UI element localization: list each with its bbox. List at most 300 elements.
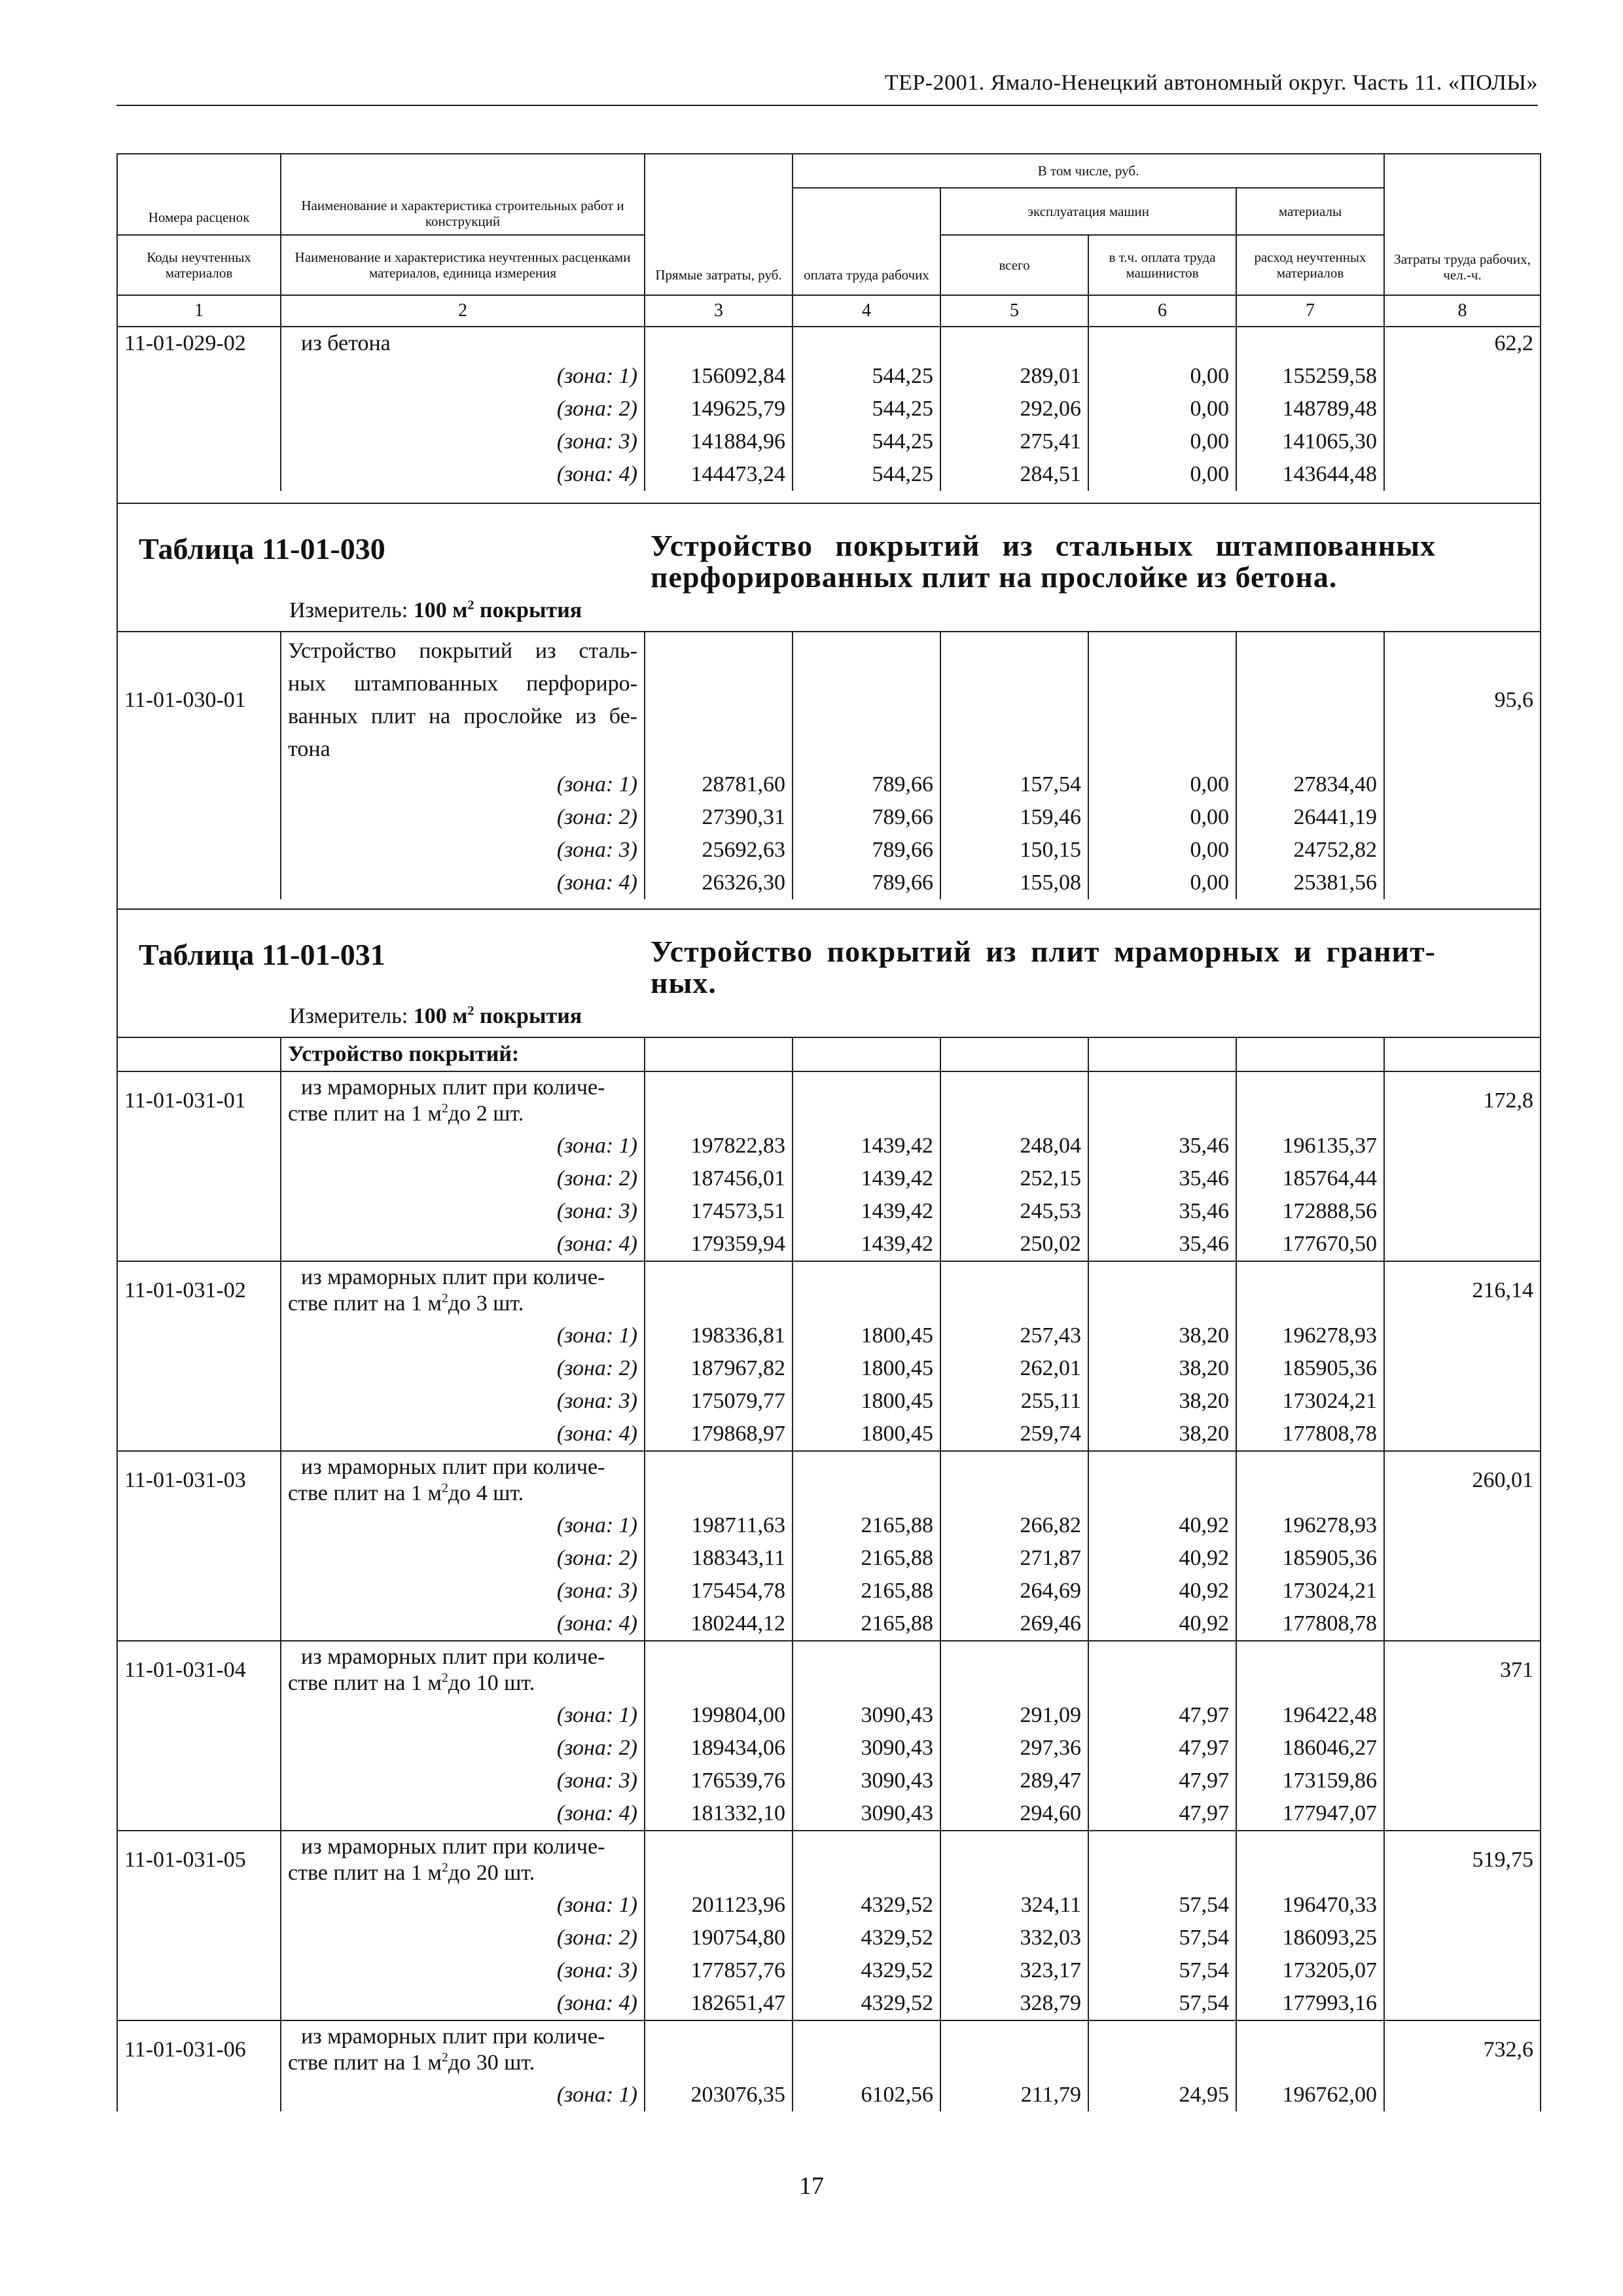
direct-cost: 27390,31: [645, 801, 793, 834]
table-number: Таблица 11-01-030: [139, 532, 385, 565]
empty-cell: [117, 393, 281, 425]
empty-cell: [1236, 632, 1384, 768]
worker-wage: 789,66: [793, 834, 940, 867]
column-number: 3: [645, 295, 793, 327]
zone-row: [117, 425, 1541, 458]
empty-cell: [645, 327, 793, 360]
zone-label: (зона: 2): [281, 1542, 645, 1575]
empty-cell: [1088, 1037, 1236, 1071]
machines-total: 248,04: [940, 1130, 1088, 1162]
empty-cell: [1384, 801, 1541, 834]
item-name-line: из мраморных плит при количе-: [301, 1645, 605, 1669]
table-number: Таблица 11-01-031: [139, 938, 385, 971]
empty-cell: [1384, 1418, 1541, 1451]
direct-cost: 187967,82: [645, 1352, 793, 1385]
meter-number: 100 м: [413, 598, 468, 622]
subheading: Устройство покрытий:: [281, 1037, 645, 1071]
worker-wage: 544,25: [793, 360, 940, 393]
machines-total: 264,69: [940, 1575, 1088, 1607]
empty-cell: [1384, 425, 1541, 458]
superscript: 2: [441, 1670, 448, 1685]
empty-cell: [645, 1451, 793, 1509]
item-name-line: из мраморных плит при количе-: [301, 1835, 605, 1859]
item-name-line: тона: [288, 737, 330, 761]
measurement-unit: [289, 594, 582, 627]
materials: 186046,27: [1236, 1732, 1384, 1765]
direct-cost: 199804,00: [645, 1699, 793, 1732]
worker-wage: 544,25: [793, 458, 940, 491]
item-name-line: из мраморных плит при количе-: [301, 1075, 605, 1100]
machinists-wage: 47,97: [1088, 1797, 1236, 1831]
empty-cell: [117, 2079, 281, 2111]
meter-value: [414, 1004, 582, 1028]
machinists-wage: 0,00: [1088, 867, 1236, 899]
empty-cell: [1384, 1162, 1541, 1195]
zone-label: (зона: 3): [281, 1385, 645, 1418]
zone-label: (зона: 1): [281, 768, 645, 801]
worker-wage: 1800,45: [793, 1418, 940, 1451]
hdr-col4: оплата труда рабочих: [793, 188, 940, 295]
empty-cell: [1384, 2079, 1541, 2111]
materials: 177808,78: [1236, 1607, 1384, 1641]
item-name-line: из мраморных плит при количе-: [301, 2024, 605, 2049]
meter-number: 100 м: [413, 1004, 468, 1028]
item-name-part: до 10 шт.: [448, 1671, 535, 1695]
zone-label: (зона: 1): [281, 1319, 645, 1352]
zone-row: [117, 1575, 1541, 1607]
empty-cell: [1236, 1261, 1384, 1319]
empty-cell: [117, 1228, 281, 1261]
item-row: [117, 327, 1541, 360]
empty-cell: [117, 1797, 281, 1831]
worker-wage: 1800,45: [793, 1385, 940, 1418]
machines-total: 252,15: [940, 1162, 1088, 1195]
empty-cell: [1088, 1071, 1236, 1130]
zone-label: (зона: 4): [281, 1228, 645, 1261]
materials: 185764,44: [1236, 1162, 1384, 1195]
machines-total: 289,01: [940, 360, 1088, 393]
zone-label: (зона: 3): [281, 834, 645, 867]
empty-cell: [645, 1071, 793, 1130]
empty-cell: [1384, 1509, 1541, 1542]
column-number-row: [117, 295, 1541, 327]
materials: 173024,21: [1236, 1385, 1384, 1418]
empty-cell: [1384, 1732, 1541, 1765]
meter-prefix: Измеритель:: [289, 1004, 414, 1028]
empty-cell: [117, 1987, 281, 2020]
empty-cell: [117, 834, 281, 867]
column-number: 5: [940, 295, 1088, 327]
zone-row: [117, 360, 1541, 393]
item-name-part: стве плит на 1 м: [288, 1291, 442, 1316]
labor-cost: 62,2: [1384, 327, 1541, 360]
materials: 196135,37: [1236, 1130, 1384, 1162]
empty-cell: [1088, 1451, 1236, 1509]
hdr-group-materials: материалы: [1236, 188, 1384, 235]
direct-cost: 175454,78: [645, 1575, 793, 1607]
direct-cost: 179359,94: [645, 1228, 793, 1261]
direct-cost: 179868,97: [645, 1418, 793, 1451]
item-name-line: из мраморных плит при количе-: [301, 1265, 605, 1289]
zone-label: (зона: 4): [281, 1987, 645, 2020]
empty-cell: [940, 1641, 1088, 1699]
worker-wage: 2165,88: [793, 1575, 940, 1607]
item-name-line: [288, 1860, 637, 1886]
hdr-group-total: В том числе, руб.: [793, 154, 1384, 188]
machinists-wage: 40,92: [1088, 1542, 1236, 1575]
hdr-col5: всего: [940, 235, 1088, 295]
empty-cell: [1384, 1607, 1541, 1641]
empty-cell: [1384, 1954, 1541, 1987]
empty-cell: [117, 1607, 281, 1641]
rate-code: 11-01-031-01: [117, 1071, 281, 1130]
item-name-line: из мраморных плит при количе-: [301, 1455, 605, 1479]
direct-cost: 144473,24: [645, 458, 793, 491]
direct-cost: 156092,84: [645, 360, 793, 393]
machinists-wage: 57,54: [1088, 1889, 1236, 1922]
table-heading-row: [117, 909, 1541, 1037]
empty-cell: [117, 360, 281, 393]
table-title: Устройство покрытий из стальных штампованных перфорированных плит на прослойке из бетона.: [651, 529, 1436, 594]
zone-label: (зона: 1): [281, 2079, 645, 2111]
worker-wage: 6102,56: [793, 2079, 940, 2111]
machinists-wage: 0,00: [1088, 768, 1236, 801]
empty-cell: [793, 1641, 940, 1699]
machinists-wage: 0,00: [1088, 393, 1236, 425]
zone-row: [117, 1418, 1541, 1451]
materials: 143644,48: [1236, 458, 1384, 491]
zone-label: (зона: 1): [281, 1130, 645, 1162]
empty-cell: [117, 1575, 281, 1607]
materials: 196422,48: [1236, 1699, 1384, 1732]
machinists-wage: 57,54: [1088, 1954, 1236, 1987]
zone-row: [117, 2079, 1541, 2111]
direct-cost: 174573,51: [645, 1195, 793, 1228]
machines-total: 266,82: [940, 1509, 1088, 1542]
item-row: [117, 1451, 1541, 1509]
zone-label: (зона: 2): [281, 1162, 645, 1195]
empty-cell: [645, 1831, 793, 1889]
zone-row: [117, 1732, 1541, 1765]
meter-value: [414, 598, 582, 622]
empty-cell: [117, 1037, 281, 1071]
item-row: [117, 1261, 1541, 1319]
zone-label: (зона: 2): [281, 801, 645, 834]
empty-cell: [1384, 1699, 1541, 1732]
machinists-wage: 40,92: [1088, 1509, 1236, 1542]
machines-total: 271,87: [940, 1542, 1088, 1575]
materials: 177808,78: [1236, 1418, 1384, 1451]
zone-row: [117, 1699, 1541, 1732]
direct-cost: 28781,60: [645, 768, 793, 801]
materials: 173205,07: [1236, 1954, 1384, 1987]
empty-cell: [1384, 360, 1541, 393]
worker-wage: 4329,52: [793, 1922, 940, 1954]
hdr-col6: в т.ч. оплата труда машинистов: [1088, 235, 1236, 295]
empty-cell: [940, 327, 1088, 360]
machines-total: 250,02: [940, 1228, 1088, 1261]
column-number: 7: [1236, 295, 1384, 327]
item-row: [117, 1831, 1541, 1889]
zone-label: (зона: 1): [281, 360, 645, 393]
empty-cell: [1384, 1130, 1541, 1162]
materials: 177993,16: [1236, 1987, 1384, 2020]
labor-cost: 260,01: [1384, 1451, 1541, 1509]
empty-cell: [645, 1641, 793, 1699]
item-name-line: [288, 2050, 637, 2076]
zone-row: [117, 1385, 1541, 1418]
worker-wage: 1439,42: [793, 1195, 940, 1228]
empty-cell: [940, 1451, 1088, 1509]
meter-suffix: покрытия: [474, 598, 582, 622]
superscript: 2: [441, 2050, 448, 2065]
materials: 177947,07: [1236, 1797, 1384, 1831]
machinists-wage: 38,20: [1088, 1352, 1236, 1385]
zone-label: (зона: 1): [281, 1889, 645, 1922]
superscript: 2: [441, 1101, 448, 1116]
worker-wage: 3090,43: [793, 1797, 940, 1831]
empty-cell: [1384, 1765, 1541, 1797]
direct-cost: 181332,10: [645, 1797, 793, 1831]
subheading-row: [117, 1037, 1541, 1071]
column-number: 4: [793, 295, 940, 327]
header-row-1: [117, 154, 1541, 188]
zone-row: [117, 458, 1541, 491]
machinists-wage: 38,20: [1088, 1418, 1236, 1451]
zone-row: [117, 834, 1541, 867]
materials: 185905,36: [1236, 1542, 1384, 1575]
superscript: 2: [441, 1291, 448, 1306]
empty-cell: [793, 632, 940, 768]
empty-cell: [1236, 1831, 1384, 1889]
rate-code: 11-01-031-03: [117, 1451, 281, 1509]
empty-cell: [1384, 393, 1541, 425]
machines-total: 269,46: [940, 1607, 1088, 1641]
machinists-wage: 0,00: [1088, 360, 1236, 393]
machinists-wage: 35,46: [1088, 1162, 1236, 1195]
worker-wage: 3090,43: [793, 1699, 940, 1732]
machines-total: 323,17: [940, 1954, 1088, 1987]
direct-cost: 198336,81: [645, 1319, 793, 1352]
machines-total: 150,15: [940, 834, 1088, 867]
zone-row: [117, 1987, 1541, 2020]
worker-wage: 1439,42: [793, 1228, 940, 1261]
item-name-part: до 30 шт.: [448, 2051, 535, 2075]
materials: 185905,36: [1236, 1352, 1384, 1385]
item-name-line: ванных плит на прослойке из бе-: [288, 704, 637, 728]
empty-cell: [1384, 1575, 1541, 1607]
zone-label: (зона: 2): [281, 1352, 645, 1385]
direct-cost: 198711,63: [645, 1509, 793, 1542]
item-name: [281, 1451, 645, 1509]
empty-cell: [940, 2020, 1088, 2079]
rate-code: 11-01-031-02: [117, 1261, 281, 1319]
materials: 177670,50: [1236, 1228, 1384, 1261]
empty-cell: [940, 1831, 1088, 1889]
zone-label: (зона: 3): [281, 1575, 645, 1607]
direct-cost: 176539,76: [645, 1765, 793, 1797]
empty-cell: [117, 425, 281, 458]
worker-wage: 789,66: [793, 801, 940, 834]
worker-wage: 3090,43: [793, 1732, 940, 1765]
machinists-wage: 0,00: [1088, 425, 1236, 458]
zone-row: [117, 1195, 1541, 1228]
meter-prefix: Измеритель:: [289, 598, 414, 622]
hdr-col7: расход неучтенных материалов: [1236, 235, 1384, 295]
zone-row: [117, 1319, 1541, 1352]
spacer: [117, 899, 1541, 909]
item-name-part: стве плит на 1 м: [288, 1102, 442, 1126]
item-row: [117, 1071, 1541, 1130]
direct-cost: 203076,35: [645, 2079, 793, 2111]
empty-cell: [1384, 834, 1541, 867]
empty-cell: [793, 1261, 940, 1319]
empty-cell: [1384, 1797, 1541, 1831]
zone-row: [117, 1922, 1541, 1954]
zone-label: (зона: 3): [281, 1765, 645, 1797]
rate-code: 11-01-029-02: [117, 327, 281, 360]
zone-label: (зона: 1): [281, 1699, 645, 1732]
spacer: [117, 491, 1541, 503]
rate-code: 11-01-031-05: [117, 1831, 281, 1889]
meter-suffix: покрытия: [474, 1004, 582, 1028]
machinists-wage: 35,46: [1088, 1228, 1236, 1261]
measurement-unit: [289, 1000, 582, 1033]
zone-label: (зона: 2): [281, 393, 645, 425]
worker-wage: 2165,88: [793, 1607, 940, 1641]
rate-code: 11-01-031-04: [117, 1641, 281, 1699]
empty-cell: [793, 327, 940, 360]
rate-code: 11-01-030-01: [117, 632, 281, 768]
worker-wage: 1800,45: [793, 1319, 940, 1352]
zone-row: [117, 1130, 1541, 1162]
item-name: [281, 1071, 645, 1130]
item-name-part: до 3 шт.: [448, 1291, 524, 1316]
hdr-col2-top: Наименование и характеристика строительных работ и конструкций: [281, 154, 645, 235]
header-rule: [116, 105, 1538, 106]
machinists-wage: 0,00: [1088, 801, 1236, 834]
empty-cell: [117, 1922, 281, 1954]
superscript: 2: [441, 1480, 448, 1496]
materials: 196278,93: [1236, 1509, 1384, 1542]
materials: 24752,82: [1236, 834, 1384, 867]
empty-cell: [1384, 867, 1541, 899]
machinists-wage: 40,92: [1088, 1607, 1236, 1641]
zone-row: [117, 1797, 1541, 1831]
machinists-wage: 47,97: [1088, 1765, 1236, 1797]
zone-label: (зона: 4): [281, 1797, 645, 1831]
direct-cost: 188343,11: [645, 1542, 793, 1575]
zone-label: (зона: 4): [281, 458, 645, 491]
hdr-col3: Прямые затраты, руб.: [645, 154, 793, 295]
rates-table: [116, 153, 1541, 2111]
empty-cell: [117, 1162, 281, 1195]
page-number: 17: [799, 2172, 824, 2200]
empty-cell: [117, 458, 281, 491]
item-name-part: стве плит на 1 м: [288, 1671, 442, 1695]
empty-cell: [940, 1071, 1088, 1130]
item-name: из бетона: [281, 327, 645, 360]
empty-cell: [1088, 327, 1236, 360]
item-name-part: до 2 шт.: [448, 1102, 524, 1126]
worker-wage: 2165,88: [793, 1542, 940, 1575]
zone-row: [117, 1509, 1541, 1542]
empty-cell: [1236, 1037, 1384, 1071]
empty-cell: [645, 632, 793, 768]
empty-cell: [793, 1831, 940, 1889]
empty-cell: [940, 632, 1088, 768]
empty-cell: [117, 1130, 281, 1162]
zone-row: [117, 1607, 1541, 1641]
zone-row: [117, 768, 1541, 801]
empty-cell: [793, 1037, 940, 1071]
materials: 26441,19: [1236, 801, 1384, 834]
table-heading: [117, 909, 1541, 1037]
worker-wage: 4329,52: [793, 1987, 940, 2020]
item-name-line: [288, 1291, 637, 1317]
empty-cell: [1384, 1352, 1541, 1385]
direct-cost: 175079,77: [645, 1385, 793, 1418]
hdr-col1-bottom: Коды неучтенных материалов: [117, 235, 281, 295]
item-name-line: ных штампованных перфориро-: [288, 672, 637, 696]
item-name: [281, 2020, 645, 2079]
machines-total: 257,43: [940, 1319, 1088, 1352]
materials: 25381,56: [1236, 867, 1384, 899]
direct-cost: 197822,83: [645, 1130, 793, 1162]
materials: 196762,00: [1236, 2079, 1384, 2111]
zone-row: [117, 1889, 1541, 1922]
direct-cost: 26326,30: [645, 867, 793, 899]
column-number: 1: [117, 295, 281, 327]
worker-wage: 1800,45: [793, 1352, 940, 1385]
machines-total: 297,36: [940, 1732, 1088, 1765]
empty-cell: [117, 867, 281, 899]
materials: 186093,25: [1236, 1922, 1384, 1954]
item-name-part: до 4 шт.: [448, 1481, 524, 1505]
empty-cell: [645, 2020, 793, 2079]
item-name: [281, 1641, 645, 1699]
hdr-col1-top: Номера расценок: [117, 154, 281, 235]
empty-cell: [1236, 1641, 1384, 1699]
labor-cost: 216,14: [1384, 1261, 1541, 1319]
zone-label: (зона: 4): [281, 1418, 645, 1451]
empty-cell: [1088, 1831, 1236, 1889]
zone-row: [117, 1954, 1541, 1987]
item-name-part: до 20 шт.: [448, 1861, 535, 1885]
zone-row: [117, 1228, 1541, 1261]
machinists-wage: 47,97: [1088, 1732, 1236, 1765]
machinists-wage: 38,20: [1088, 1319, 1236, 1352]
machinists-wage: 35,46: [1088, 1195, 1236, 1228]
labor-cost: 732,6: [1384, 2020, 1541, 2079]
spacer-row: [117, 899, 1541, 909]
materials: 172888,56: [1236, 1195, 1384, 1228]
item-name-line: [288, 1480, 637, 1507]
materials: 148789,48: [1236, 393, 1384, 425]
empty-cell: [793, 1071, 940, 1130]
machines-total: 211,79: [940, 2079, 1088, 2111]
empty-cell: [117, 1195, 281, 1228]
spacer-row: [117, 491, 1541, 503]
empty-cell: [1384, 1889, 1541, 1922]
machinists-wage: 0,00: [1088, 834, 1236, 867]
zone-label: (зона: 3): [281, 1195, 645, 1228]
empty-cell: [1236, 327, 1384, 360]
empty-cell: [793, 2020, 940, 2079]
machines-total: 275,41: [940, 425, 1088, 458]
item-row: [117, 632, 1541, 768]
worker-wage: 3090,43: [793, 1765, 940, 1797]
